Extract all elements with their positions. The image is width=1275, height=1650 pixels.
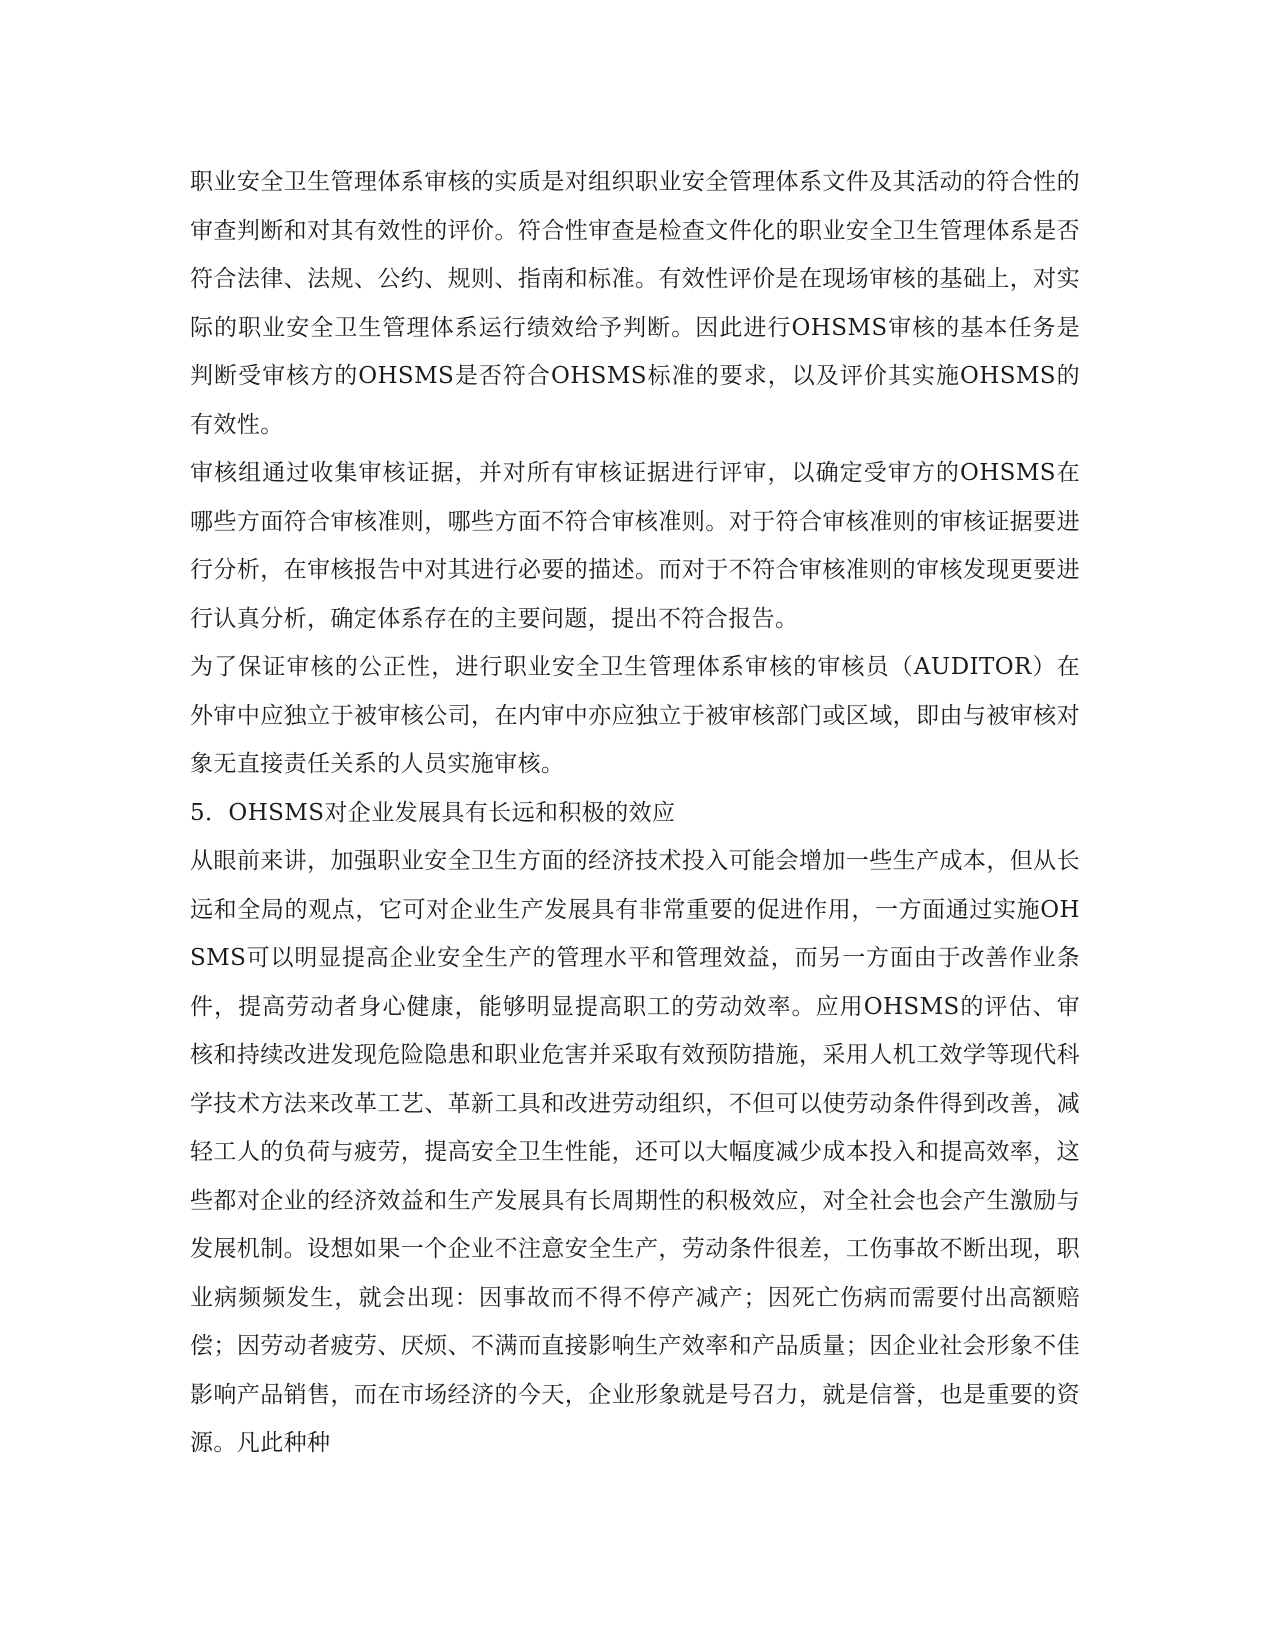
- paragraph-long-term-effect: 从眼前来讲，加强职业安全卫生方面的经济技术投入可能会增加一些生产成本，但从长远和全局的观点，它可对企业生产发展具有非常重要的促进作用，一方面通过实施OHSMS可以明显提高企业安全生产的管理水平和管理效益，而另一方面由于改善作业条件，提高劳动者身心健康，能够明显提高职工的劳动效率。应用OHSMS的评估、审核和持续改进发现危险隐患和职业危害并采取有效预防措施，采用人机工效学等现代科学技术方法来改革工艺、革新工具和改进劳动组织，不但可以使劳动条件得到改善，减轻工人的负荷与疲劳，提高安全卫生性能，还可以大幅度减少成本投入和提高效率，这些都对企业的经济效益和生产发展具有长周期性的积极效应，对全社会也会产生激励与发展机制。设想如果一个企业不注意安全生产，劳动条件很差，工伤事故不断出现，职业病频频发生，就会出现：因事故而不得不停产减产；因死亡伤病而需要付出高额赔偿；因劳动者疲劳、厌烦、不满而直接影响生产效率和产品质量；因企业社会形象不佳影响产品销售，而在市场经济的今天，企业形象就是号召力，就是信誉，也是重要的资源。凡此种种: [190, 848, 1080, 1456]
- paragraph-audit-essence: 职业安全卫生管理体系审核的实质是对组织职业安全管理体系文件及其活动的符合性的审查判断和对其有效性的评价。符合性审查是检查文件化的职业安全卫生管理体系是否符合法律、法规、公约、规则、指南和标准。有效性评价是在现场审核的基础上，对实际的职业安全卫生管理体系运行绩效给予判断。因此进行OHSMS审核的基本任务是判断受审核方的OHSMS是否符合OHSMS标准的要求，以及评价其实施OHSMS的有效性。: [190, 169, 1080, 438]
- paragraph-audit-evidence: 审核组通过收集审核证据，并对所有审核证据进行评审，以确定受审方的OHSMS在哪些方面符合审核准则，哪些方面不符合审核准则。对于符合审核准则的审核证据要进行分析，在审核报告中对其进行必要的描述。而对于不符合审核准则的审核发现更要进行认真分析，确定体系存在的主要问题，提出不符合报告。: [190, 460, 1080, 632]
- paragraph-auditor-independence: 为了保证审核的公正性，进行职业安全卫生管理体系审核的审核员（AUDITOR）在外审中应独立于被审核公司，在内审中亦应独立于被审核部门或区域，即由与被审核对象无直接责任关系的人员实施审核。: [190, 654, 1080, 777]
- section-heading: 5．OHSMS对企业发展具有长远和积极的效应: [190, 799, 676, 826]
- document-page: [190, 158, 1080, 1468]
